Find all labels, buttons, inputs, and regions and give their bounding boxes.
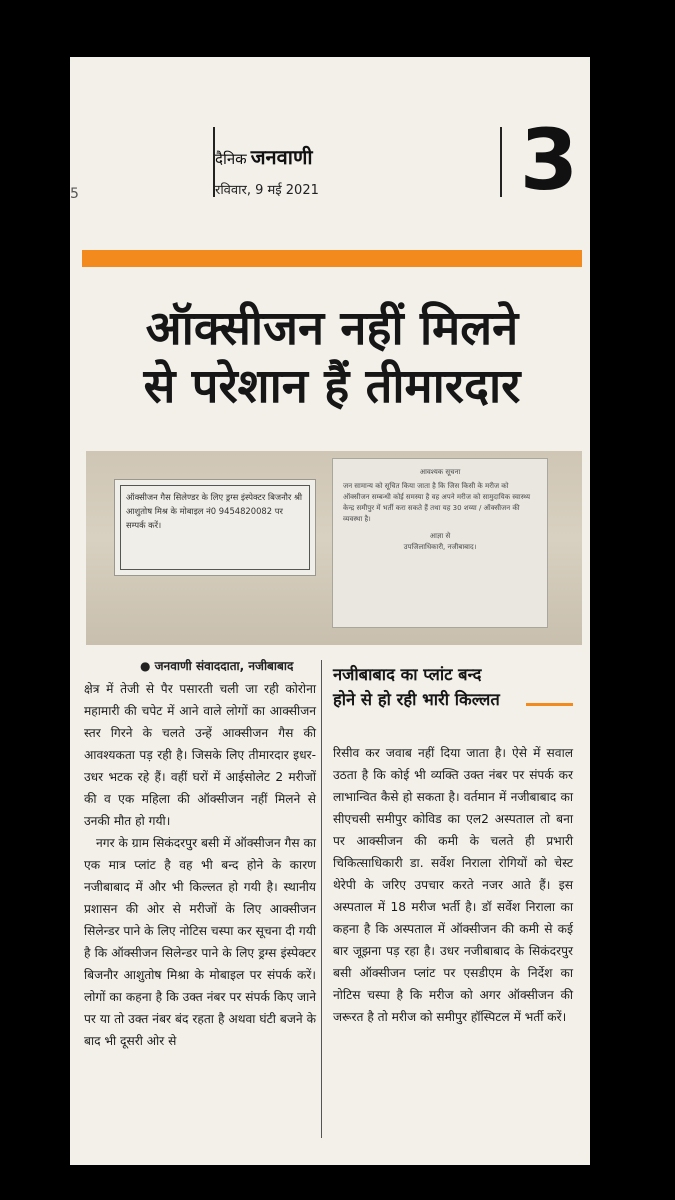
- headline-line-1: ऑक्सीजन नहीं मिलने: [145, 301, 519, 356]
- subheading-line-2: होने से हो रही भारी किल्लत: [333, 690, 500, 709]
- headline: [82, 300, 582, 416]
- newspaper-prefix: दैनिक: [215, 150, 247, 168]
- masthead: [215, 143, 505, 198]
- notice-left-text: ऑक्सीजन गैस सिलेण्डर के लिए ड्रग्स इंस्पेक्टर बिजनौर श्री आशुतोष मिश्र के मोबाइल नं0 9454820082 पर सम्पर्क करें।: [120, 485, 310, 570]
- subheading-line-1: नजीबाबाद का प्लांट बन्द: [333, 665, 482, 684]
- article-paragraph: क्षेत्र में तेजी से पैर पसारती चली जा रही कोरोना महामारी की चपेट में आने वाले लोगों का आक्सीजन स्तर गिरने के चलते उन्हें आक्सीजन गैस की आवश्यकता पड़ रही है। जिसके लिए तीमारदार इधर-उधर भटक रहे हैं। वहीं घरों में आईसोलेट 2 मरीजों की व एक महिला की ऑक्सीजन नहीं मिलने से उनकी मौत हो गयी।: [84, 682, 316, 828]
- column-divider: [321, 660, 322, 1138]
- page-number: 3: [519, 111, 579, 209]
- article-paragraph: नगर के ग्राम सिकंदरपुर बसी में ऑक्सीजन गैस का एक मात्र प्लांट है वह भी बन्द होने के कारण नजीबाबाद में और भी किल्लत हो गयी है। स्थानीय प्रशासन की ओर से मरीजों के लिए आक्सीजन सिलेन्डर पाने के लिए नोटिस चस्पा कर सूचना दी गयी है कि ऑक्सीजन सिलेन्डर पाने के लिए ड्रग्स इंस्पेक्टर बिजनौर आशुतोष मिश्रा के मोबाइल पर संपर्क करें। लोगों का कहना है कि उक्त नंबर पर संपर्क किए जाने पर या तो उक्त नंबर बंद रहता है अथवा घंटी बजने के बाद भी दूसरी ओर से: [84, 836, 316, 1048]
- notice-right-body: जन सामान्य को सूचित किया जाता है कि जिस किसी के मरीज को ऑक्सीजन सम्बन्धी कोई समस्या है वह अपने मरीज को सामुदायिक स्वास्थ्य केन्द्र समीपुर में भर्ती करा सकते हैं तथा यह 30 शय्या / ऑक्सीजन की व्यवस्था है।: [343, 482, 531, 523]
- masthead-divider-right: [500, 127, 502, 197]
- article-column-2: [333, 742, 573, 1028]
- headline-line-2: से परेशान हैं तीमारदार: [143, 359, 521, 414]
- header-accent-bar: [82, 250, 582, 267]
- subheading-accent-rule: [526, 703, 573, 706]
- news-photo: [86, 451, 582, 645]
- notice-right-sign-2: उपजिलाधिकारी, नजीबाबाद।: [403, 543, 477, 551]
- notice-right-sign-1: आज्ञा से: [429, 532, 451, 540]
- previous-page-mark: 5: [70, 186, 79, 202]
- newspaper-title: जनवाणी: [250, 145, 313, 169]
- issue-date: रविवार, 9 मई 2021: [215, 183, 319, 198]
- notice-paper-right: [332, 458, 548, 628]
- notice-right-heading: आवश्यक सूचना: [419, 468, 461, 476]
- byline: ● जनवाणी संवाददाता, नजीबाबाद: [140, 659, 294, 673]
- article-column-1: [84, 678, 316, 1052]
- article-paragraph: रिसीव कर जवाब नहीं दिया जाता है। ऐसे में सवाल उठता है कि कोई भी व्यक्ति उक्त नंबर पर संपर्क कर लाभान्वित कैसे हो सकता है। वर्तमान में नजीबाबाद का सीएचसी समीपुर कोविड का एल2 अस्पताल तो बना पर आक्सीजन की कमी के चलते ही प्रभारी चिकित्साधिकारी डा. सर्वेश निराला रोगियों को चेस्ट थेरेपी के जरिए उपचार करते नजर आते हैं। इस अस्पताल में 18 मरीज भर्ती है। डॉ सर्वेश निराला का कहना है कि अस्पताल में ऑक्सीजन की कमी से कई बार जूझना पड़ रहा है। उधर नजीबाबाद के सिकंदरपुर बसी ऑक्सीजन प्लांट पर एसडीएम के निर्देश का नोटिस चस्पा है कि मरीज को अगर ऑक्सीजन की जरूरत है तो मरीज को समीपुर हॉस्पिटल में भर्ती करें।: [333, 746, 573, 1024]
- newspaper-name: [215, 143, 505, 170]
- notice-paper-left: [114, 479, 316, 576]
